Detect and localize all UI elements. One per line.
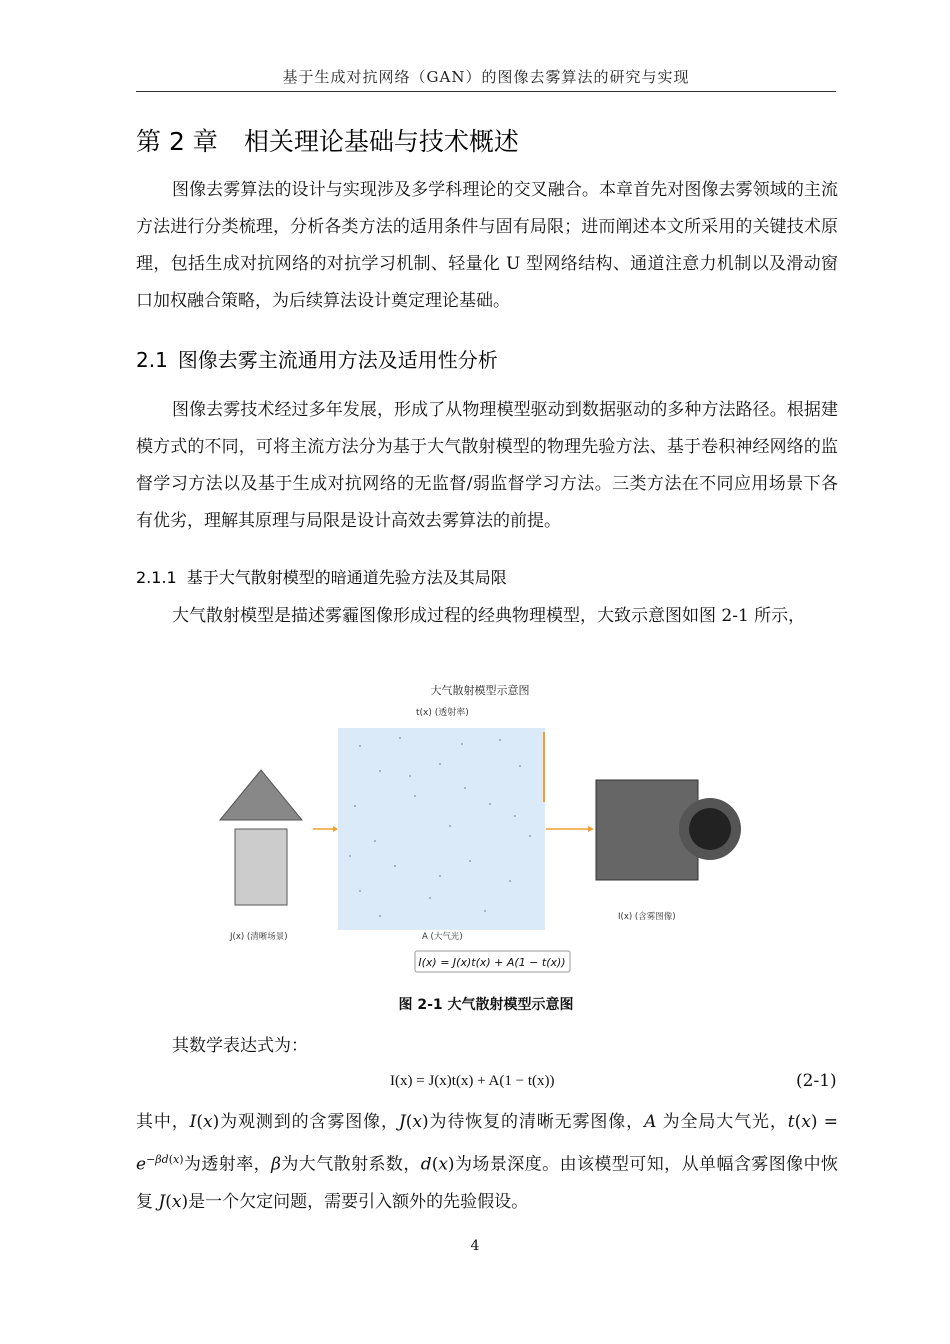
equation: I(x) = J(x)t(x) + A(1 − t(x)) bbox=[390, 1073, 555, 1089]
figure-title: 大气散射模型示意图 bbox=[430, 684, 530, 697]
haze-particle bbox=[484, 910, 486, 912]
chapter-title bbox=[136, 122, 519, 158]
haze-particle bbox=[514, 815, 516, 817]
haze-particle bbox=[414, 795, 416, 797]
haze-particle bbox=[394, 865, 396, 867]
formula-text: I(x) = J(x)t(x) + A(1 − t(x)) bbox=[418, 956, 566, 969]
section-paragraph: 图像去雾技术经过多年发展，形成了从物理模型驱动到数据驱动的多种方法路径。根据建模方式的不同，可将主流方法分为基于大气散射模型的物理先验方法、基于卷积神经网络的监督学习方法以及基于生成对抗网络的无监督/弱监督学习方法。三类方法在不同应用场景下各有优劣，理解其原理与局限是设计高效去雾算法的前提。 bbox=[136, 400, 838, 531]
explain-2: 为待恢复的清晰无雾图像， bbox=[428, 1112, 645, 1132]
haze-particle bbox=[449, 825, 451, 827]
haze-particle bbox=[349, 855, 351, 857]
label-hazy-image: I(x) (含雾图像) bbox=[618, 912, 676, 922]
haze-particle bbox=[399, 737, 401, 739]
haze-particle bbox=[354, 805, 356, 807]
intro-paragraph: 图像去雾算法的设计与实现涉及多学科理论的交叉融合。本章首先对图像去雾领域的主流方法进行分类梳理，分析各类方法的适用条件与固有局限；进而阐述本文所采用的关键技术原理，包括生成对抗网络的对抗学习机制、轻量化 U 型网络结构、通道注意力机制以及滑动窗口加权融合策略，为后续算法设计奠定理论基础。 bbox=[136, 180, 838, 311]
subsection-paragraph: 大气散射模型是描述雾霾图像形成过程的经典物理模型，大致示意图如图 2-1 所示， bbox=[172, 606, 806, 626]
label-transmission: t(x) (透射率) bbox=[416, 708, 469, 718]
explanation-paragraph: 其中，I(x)为观测到的含雾图像，J(x)为待恢复的清晰无雾图像，A 为全局大气光，$t(x) = e^{-\beta d(x)}$为透射率，β为大气散射系数，d(x)为场景深度。由该模型可知，从单幅含雾图像中恢复 J(x)是一个欠定问题，需要引入额外的先验假设。 bbox=[136, 1112, 839, 1212]
haze-particle bbox=[499, 739, 501, 741]
subsection-name: 基于大气散射模型的暗通道先验方法及其局限 bbox=[186, 568, 507, 587]
haze-region bbox=[338, 728, 545, 930]
explain-4: 为透射率， bbox=[183, 1154, 272, 1175]
explain-7: 是一个欠定问题，需要引入额外的先验假设。 bbox=[188, 1191, 529, 1212]
camera-lens-inner bbox=[689, 808, 731, 850]
header-rule bbox=[136, 91, 836, 92]
section-name: 图像去雾主流通用方法及适用性分析 bbox=[177, 348, 498, 372]
explain-lead: 其中， bbox=[136, 1112, 190, 1132]
running-header: 基于生成对抗网络（GAN）的图像去雾算法的研究与实现 bbox=[282, 68, 690, 86]
haze-particle bbox=[464, 787, 466, 789]
explain-1: 为观测到的含雾图像， bbox=[219, 1112, 399, 1132]
haze-particle bbox=[359, 745, 361, 747]
subsection-title bbox=[136, 565, 507, 588]
house-roof bbox=[220, 770, 302, 820]
arrow-head-1 bbox=[333, 826, 338, 832]
haze-particle bbox=[374, 840, 376, 842]
section-number: 2.1 bbox=[136, 348, 168, 372]
haze-particle bbox=[509, 880, 511, 882]
haze-particle bbox=[379, 770, 381, 772]
equation-number: (2-1) bbox=[796, 1071, 837, 1091]
arrow-head-2 bbox=[588, 826, 594, 832]
explain-6: 为场景深度。由该模型可知，从单幅含雾图像中恢复 bbox=[136, 1154, 839, 1212]
explain-3: 为全局大气光， bbox=[662, 1112, 788, 1132]
explain-5: 为大气散射系数， bbox=[280, 1154, 421, 1175]
haze-particle bbox=[359, 890, 361, 892]
haze-particle bbox=[429, 897, 431, 899]
atmospheric-scattering-figure bbox=[200, 676, 760, 976]
chapter-name: 相关理论基础与技术概述 bbox=[243, 127, 519, 156]
page-number: 4 bbox=[470, 1238, 480, 1254]
haze-particle bbox=[439, 763, 441, 765]
haze-particle bbox=[409, 775, 411, 777]
haze-particle bbox=[489, 803, 491, 805]
haze-particle bbox=[439, 875, 441, 877]
section-title bbox=[136, 344, 498, 373]
math-intro: 其数学表达式为： bbox=[172, 1036, 308, 1056]
label-clear-scene: J(x) (清晰场景) bbox=[230, 932, 288, 942]
figure-svg bbox=[200, 676, 760, 976]
chapter-number: 第 2 章 bbox=[136, 127, 218, 156]
haze-particle bbox=[379, 915, 381, 917]
figure-caption: 图 2-1 大气散射模型示意图 bbox=[398, 997, 574, 1013]
subsection-number: 2.1.1 bbox=[136, 568, 177, 587]
label-atmospheric-light: A (大气光) bbox=[422, 932, 463, 942]
haze-particle bbox=[529, 835, 531, 837]
house-body bbox=[235, 829, 287, 905]
haze-particle bbox=[469, 860, 471, 862]
haze-particle bbox=[461, 743, 463, 745]
haze-particle bbox=[519, 765, 521, 767]
